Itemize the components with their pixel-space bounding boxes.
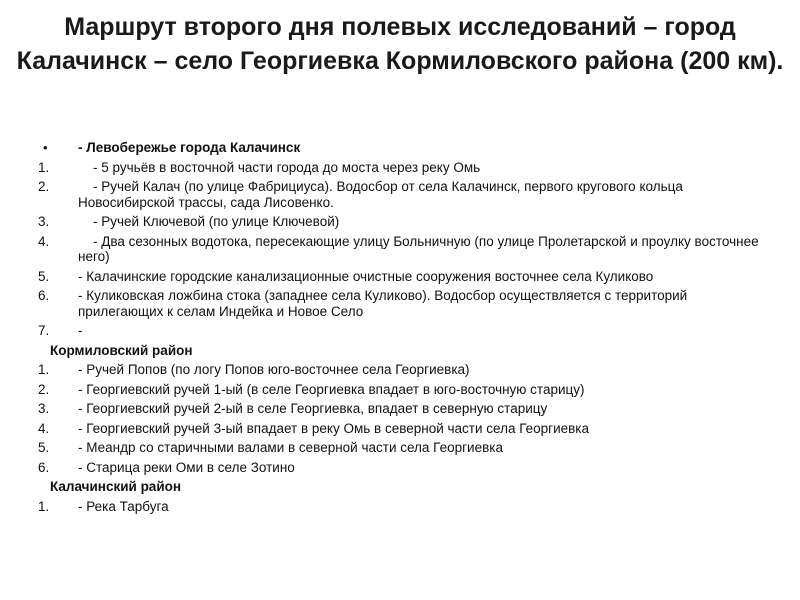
list-item-number: 4. — [38, 233, 50, 249]
list-item-text: - Георгиевский ручей 2-ый в селе Георгиевка, впадает в северную старицу — [78, 401, 548, 416]
section-heading-kormilovsky: Кормиловский район — [50, 342, 193, 358]
section1-items — [38, 160, 768, 339]
list-item-text: - 5 ручьёв в восточной части города до моста через реку Омь — [78, 159, 481, 175]
list-item-number: 2. — [38, 381, 50, 397]
list-item-number: 1. — [38, 498, 50, 514]
list-item-text: - Куликовская ложбина стока (западнее села Куликово). Водосбор осуществляется с территорий прилегающих к селам Индейка и Новое Село — [78, 288, 691, 319]
list-item — [38, 499, 768, 515]
bullet-marker: • — [43, 140, 48, 155]
list-item-number: 5. — [38, 268, 50, 284]
list-item — [38, 234, 768, 265]
list-item — [38, 214, 768, 230]
list-item — [38, 460, 768, 476]
list-item — [38, 160, 768, 176]
list-item — [38, 421, 768, 437]
section2-items — [38, 362, 768, 475]
list-item-text: - Ручей Ключевой (по улице Ключевой) — [78, 214, 340, 229]
list-item-text: - Два сезонных водотока, пересекающие улицу Больничную (по улице Пролетарской и проулку восточнее него) — [78, 233, 763, 264]
list-item-number: 1. — [38, 159, 50, 175]
list-item-number: 7. — [38, 323, 50, 338]
section3-items — [38, 499, 768, 515]
list-item — [38, 269, 768, 285]
list-item — [38, 288, 768, 319]
list-item-number: 1. — [38, 362, 50, 377]
list-item-text: - Старица реки Оми в селе Зотино — [78, 459, 295, 475]
list-item-text: - Ручей Калач (по улице Фабрициуса). Водосбор от села Калачинск, первого кругового кольца Новосибирской трассы, сада Лисовенко. — [78, 179, 687, 210]
list-item — [38, 323, 768, 339]
list-item-text: - Река Тарбуга — [78, 498, 169, 514]
list-item-text: - Георгиевский ручей 1-ый (в селе Георгиевка впадает в юго-восточную старицу) — [78, 381, 585, 397]
list-item-number: 3. — [38, 401, 50, 416]
content-list — [38, 140, 768, 518]
list-item — [38, 382, 768, 398]
section-heading-text: - Левобережье города Калачинск — [78, 140, 301, 155]
list-item-text: - Ручей Попов (по логу Попов юго-восточнее села Георгиевка) — [78, 362, 470, 377]
list-item-number: 6. — [38, 288, 50, 303]
list-item-number: 6. — [38, 459, 50, 475]
slide-title: Маршрут второго дня полевых исследований – город Калачинск – село Георгиевка Кормиловского района (200 км). — [16, 13, 784, 75]
list-item-text: - Меандр со старичными валами в северной части села Георгиевка — [78, 440, 503, 455]
list-item-text: - Калачинские городские канализационные очистные сооружения восточнее села Куликово — [78, 268, 654, 284]
section-heading-kalachinsk-left-bank — [38, 140, 768, 156]
list-item-number: 4. — [38, 420, 50, 436]
list-item — [38, 179, 768, 210]
list-item — [38, 440, 768, 456]
list-item-text: - Георгиевский ручей 3-ый впадает в реку Омь в северной части села Георгиевка — [78, 420, 590, 436]
list-item — [38, 362, 768, 378]
section-heading-kalachinsky: Калачинский район — [50, 479, 182, 494]
list-item-number: 5. — [38, 440, 50, 455]
list-item-number: 2. — [38, 179, 50, 194]
list-item-text: - — [78, 323, 83, 338]
list-item — [38, 401, 768, 417]
list-item-number: 3. — [38, 214, 50, 229]
